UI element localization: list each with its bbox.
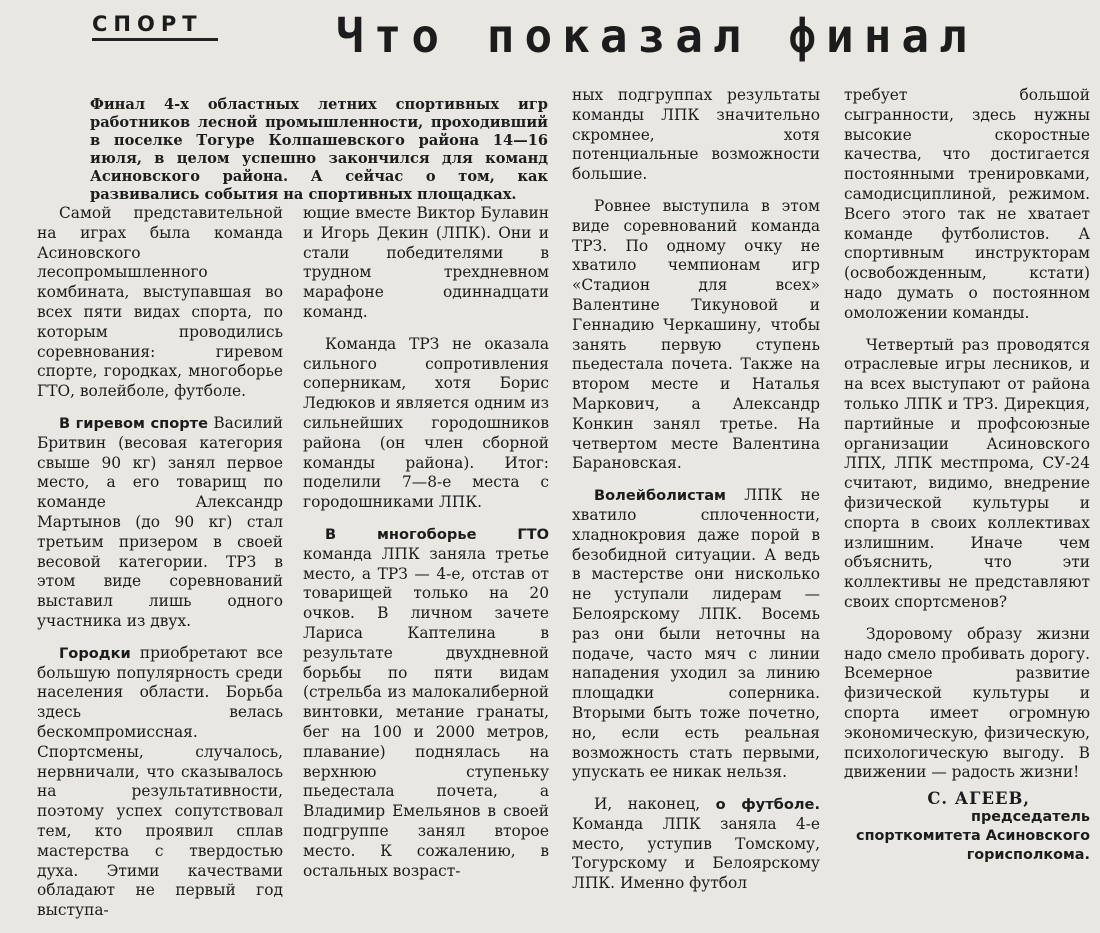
paragraph: Здоровому образу жизни надо смело пробивать дорогу. Всемерное развитие физической культуры и спорта имеет огромную экономическую, физическую, психологическую выгоду. В движении — радость жизни! (844, 624, 1090, 782)
article-column-3 (572, 86, 820, 906)
author-name: С. АГЕЕВ, (927, 789, 1030, 809)
paragraph-text: Василий Бритвин (весовая категория свыше 90 кг) занял первое место, а его товарищ по команде Александр Мартынов (до 90 кг) стал третьим призером в своей весовой категории. ТРЗ в этом виде соревнований выставил лишь одного участника из двух. (37, 413, 283, 630)
section-lead-phrase: В гиревом спорте (59, 414, 209, 432)
paragraph (37, 414, 283, 632)
author-position: председатель спорткомитета Асиновского горисполкома. (856, 809, 1090, 864)
paragraph: требует большой сыгранности, здесь нужны высокие скоростные качества, что достигается постоянными тренировками, самодисциплиной, режимом. Всего этого так не хватает команде футболистов. А спортивным инструкторам (освобожденным, кстати) надо думать о постоянном омоложении команды. (844, 86, 1090, 322)
article-column-1 (37, 204, 283, 933)
paragraph (572, 486, 820, 783)
article-column-4 (844, 86, 1090, 865)
paragraph-text: ЛПК не хватило сплоченности, хладнокровия даже порой в безобидной ситуации. А ведь в мастерстве они нисколько не уступали лидерам — Белоярскому ЛПК. Восемь раз они были неточны на подаче, часто мяч с линии нападения уходил за линию площадки соперника. Вторыми быть тоже почетно, но, если есть реальная возможность стать первыми, упускать ее никак нельзя. (572, 486, 820, 782)
section-rubric: СПОРТ (92, 12, 218, 41)
paragraph: Четвертый раз проводятся отраслевые игры лесников, и на всех выступают от района только ЛПК и ТРЗ. Дирекция, партийные и профсоюзные организации Асиновского ЛПХ, ЛПК местпрома, СУ-24 считают, видимо, внедрение физической культуры и спорта в своих коллективах излишним. Иначе чем объяснить, что эти коллективы не представляют своих спортсменов? (844, 335, 1090, 611)
article-headline: Что показал финал (336, 9, 977, 63)
paragraph: ющие вместе Виктор Булавин и Игорь Декин (ЛПК). Они и стали победителями в трудном трехдневном марафоне одиннадцати команд. (303, 204, 549, 321)
paragraph: ных подгруппах результаты команды ЛПК значительно скромнее, хотя потенциальные возможности большие. (572, 86, 820, 184)
paragraph (303, 525, 549, 881)
section-lead-phrase: Волейболистам (594, 487, 726, 505)
paragraph-text: приобретают все большую популярность среди населения области. Борьба здесь велась бескомпромиссная. Спортсмены, случалось, нервничали, что сказывалось на результативности, поэтому успех сопутствовал тем, кто проявил сплав мастерства с твердостью духа. Этими качествами обладают не первый год выступа- (37, 643, 283, 920)
section-lead-phrase: о футболе. (715, 796, 821, 814)
paragraph (37, 644, 283, 921)
paragraph-text: команда ЛПК заняла третье место, а ТРЗ — 4-е, отстав от товарищей только на 20 очков. В личном зачете Лариса Каптелина в результате двухдневной борьбы по пяти видам (стрельба из малокалиберной винтовки, метание гранаты, бег на 100 и 2000 метров, плавание) поднялась на верхнюю ступеньку пьедестала почета, а Владимир Емельянов в своей подгруппе занял второе место. К сожалению, в остальных возраст- (303, 544, 549, 880)
article-column-2 (303, 204, 549, 893)
section-lead-phrase: Городки (59, 644, 131, 662)
paragraph: Самой представительной на играх была команда Асиновского лесопромышленного комбината, выступавшая во всех пяти видах спорта, по которым проводились соревнования: гиревом спорте, городках, многоборье ГТО, волейболе, футболе. (37, 204, 283, 401)
article-lead: Финал 4-х областных летних спортивных игр работников лесной промышленности, проходивший в поселке Тогуре Колпашевского района 14—16 июля, в целом успешно закончился для команд Асиновского района. А сейчас о том, как развивались события на спортивных площадках. (90, 96, 548, 203)
paragraph: Ровнее выступила в этом виде соревнований команда ТРЗ. По одному очку не хватило чемпионам игр «Стадион для всех» Валентине Тикуновой и Геннадию Черкашину, чтобы занять первую ступень пьедестала почета. Также на втором месте и Наталья Маркович, а Александр Конкин занял третье. На четвертом месте Валентина Барановская. (572, 196, 820, 473)
paragraph: Команда ТРЗ не оказала сильного сопротивления соперникам, хотя Борис Ледюков и является одним из сильнейших городошников района (он член сборной команды района). Итог: поделили 7—8-е места с городошниками ЛПК. (303, 334, 549, 512)
paragraph-text: И, наконец, (594, 795, 716, 814)
author-signature (844, 789, 1090, 865)
paragraph-text: Команда ЛПК заняла 4-е место, уступив Томскому, Тогурскому и Белоярскому ЛПК. Именно футбол (572, 814, 820, 893)
section-lead-phrase: В многоборье ГТО (325, 525, 549, 543)
